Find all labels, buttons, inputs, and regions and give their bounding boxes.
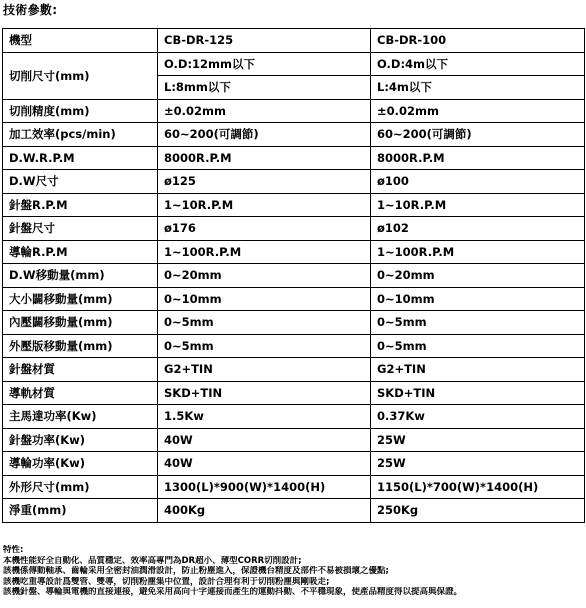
row-value-model-a: 0~10mm: [158, 287, 371, 311]
row-value-model-b: 25W: [371, 428, 585, 452]
header-model-b: CB-DR-100: [371, 29, 585, 53]
row-label: 針盤材質: [3, 358, 158, 382]
row-value-model-b: 25W: [371, 452, 585, 476]
row-value-model-a: 1300(L)*900(W)*1400(H): [158, 475, 371, 499]
row-label: 針盤R.P.M: [3, 193, 158, 217]
feature-line: 本機性能好全自動化、品質穩定、效率高專門為DR超小、薄型CORR切削設計;: [3, 555, 302, 566]
row-label: 大小闢移動量(mm): [3, 287, 158, 311]
row-value-model-b: 8000R.P.M: [371, 146, 585, 170]
table-row: [3, 287, 585, 311]
table-row: [3, 475, 585, 499]
row-value-model-b: 0~20mm: [371, 264, 585, 288]
row-value-model-b: 1~10R.P.M: [371, 193, 585, 217]
feature-line: 該機係傳動軸承、齒輪采用全密封油潤滑設計，防止粉塵進入，保證機台精度及部件不易被損壞之優點;: [3, 566, 389, 576]
row-label: 導軌材質: [3, 381, 158, 405]
features-block: [3, 545, 585, 598]
row-value-model-b: SKD+TIN: [371, 381, 585, 405]
row-value-model-b: 0~10mm: [371, 287, 585, 311]
row-value-model-a: ø176: [158, 217, 371, 241]
row-value-model-a: ø125: [158, 170, 371, 194]
row-label: 內壓闢移動量(mm): [3, 311, 158, 335]
table-row: [3, 217, 585, 241]
row-label: 主馬達功率(Kw): [3, 405, 158, 429]
table-row: [3, 240, 585, 264]
row-value-model-a: SKD+TIN: [158, 381, 371, 405]
table-row: [3, 381, 585, 405]
row-value-model-a: ±0.02mm: [158, 99, 371, 123]
row-value-model-a: 1.5Kw: [158, 405, 371, 429]
row-value-model-b: 0~5mm: [371, 311, 585, 335]
row-label: 導輪R.P.M: [3, 240, 158, 264]
header-model-a: CB-DR-125: [158, 29, 371, 53]
row-label: 切削精度(mm): [3, 99, 158, 123]
table-row-cut-size-od: [3, 52, 585, 76]
row-value-model-b: 0.37Kw: [371, 405, 585, 429]
cut-size-l-a: L:8mm以下: [158, 76, 371, 100]
table-row: [3, 311, 585, 335]
section-heading: 技術參數:: [3, 3, 58, 17]
row-value-model-a: 40W: [158, 428, 371, 452]
row-value-model-a: 0~5mm: [158, 311, 371, 335]
table-row: [3, 123, 585, 147]
cut-size-od-b: O.D:4m以下: [371, 52, 585, 76]
table-row: [3, 146, 585, 170]
row-label: 淨重(mm): [3, 499, 158, 523]
row-value-model-b: ±0.02mm: [371, 99, 585, 123]
features-title: 特性:: [3, 545, 24, 555]
table-row: [3, 452, 585, 476]
row-value-model-a: 0~20mm: [158, 264, 371, 288]
row-label: 針盤尺寸: [3, 217, 158, 241]
row-value-model-a: 400Kg: [158, 499, 371, 523]
table-row: [3, 334, 585, 358]
row-label: D.W尺寸: [3, 170, 158, 194]
row-value-model-b: ø100: [371, 170, 585, 194]
row-value-model-b: G2+TIN: [371, 358, 585, 382]
row-label: 加工效率(pcs/min): [3, 123, 158, 147]
row-value-model-a: 40W: [158, 452, 371, 476]
row-value-model-b: 0~5mm: [371, 334, 585, 358]
row-label: D.W.R.P.M: [3, 146, 158, 170]
row-value-model-b: ø102: [371, 217, 585, 241]
table-row: [3, 428, 585, 452]
table-row: [3, 358, 585, 382]
row-label: 外壓版移動量(mm): [3, 334, 158, 358]
row-label: 外形尺寸(mm): [3, 475, 158, 499]
spec-table: [2, 28, 585, 523]
table-row: [3, 99, 585, 123]
row-value-model-b: 250Kg: [371, 499, 585, 523]
row-label: 針盤功率(Kw): [3, 428, 158, 452]
row-label: D.W移動量(mm): [3, 264, 158, 288]
row-value-model-a: 8000R.P.M: [158, 146, 371, 170]
row-value-model-a: 1~10R.P.M: [158, 193, 371, 217]
table-header-row: [3, 29, 585, 53]
cut-size-label: 切削尺寸(mm): [3, 52, 158, 99]
row-value-model-b: 60~200(可調節): [371, 123, 585, 147]
table-row: [3, 193, 585, 217]
table-row: [3, 405, 585, 429]
row-value-model-a: 60~200(可調節): [158, 123, 371, 147]
row-value-model-b: 1~100R.P.M: [371, 240, 585, 264]
row-value-model-a: G2+TIN: [158, 358, 371, 382]
cut-size-l-b: L:4m以下: [371, 76, 585, 100]
feature-line: 該機針盤、導輪與電機的直接連接，避免采用高向十字連接而產生的運動抖動、不平穩現象，使產品精度得以提高與保證。: [3, 587, 463, 597]
cut-size-od-a: O.D:12mm以下: [158, 52, 371, 76]
table-row: [3, 499, 585, 523]
row-value-model-b: 1150(L)*700(W)*1400(H): [371, 475, 585, 499]
row-value-model-a: 0~5mm: [158, 334, 371, 358]
row-label: 導輪功率(Kw): [3, 452, 158, 476]
table-row: [3, 170, 585, 194]
header-label: 機型: [3, 29, 158, 53]
feature-line: 該機吃重導設計爲雙管、雙導，切削粉塵集中位置，設計合理有利于切削粉塵與剛吸走;: [3, 576, 330, 587]
row-value-model-a: 1~100R.P.M: [158, 240, 371, 264]
table-row: [3, 264, 585, 288]
